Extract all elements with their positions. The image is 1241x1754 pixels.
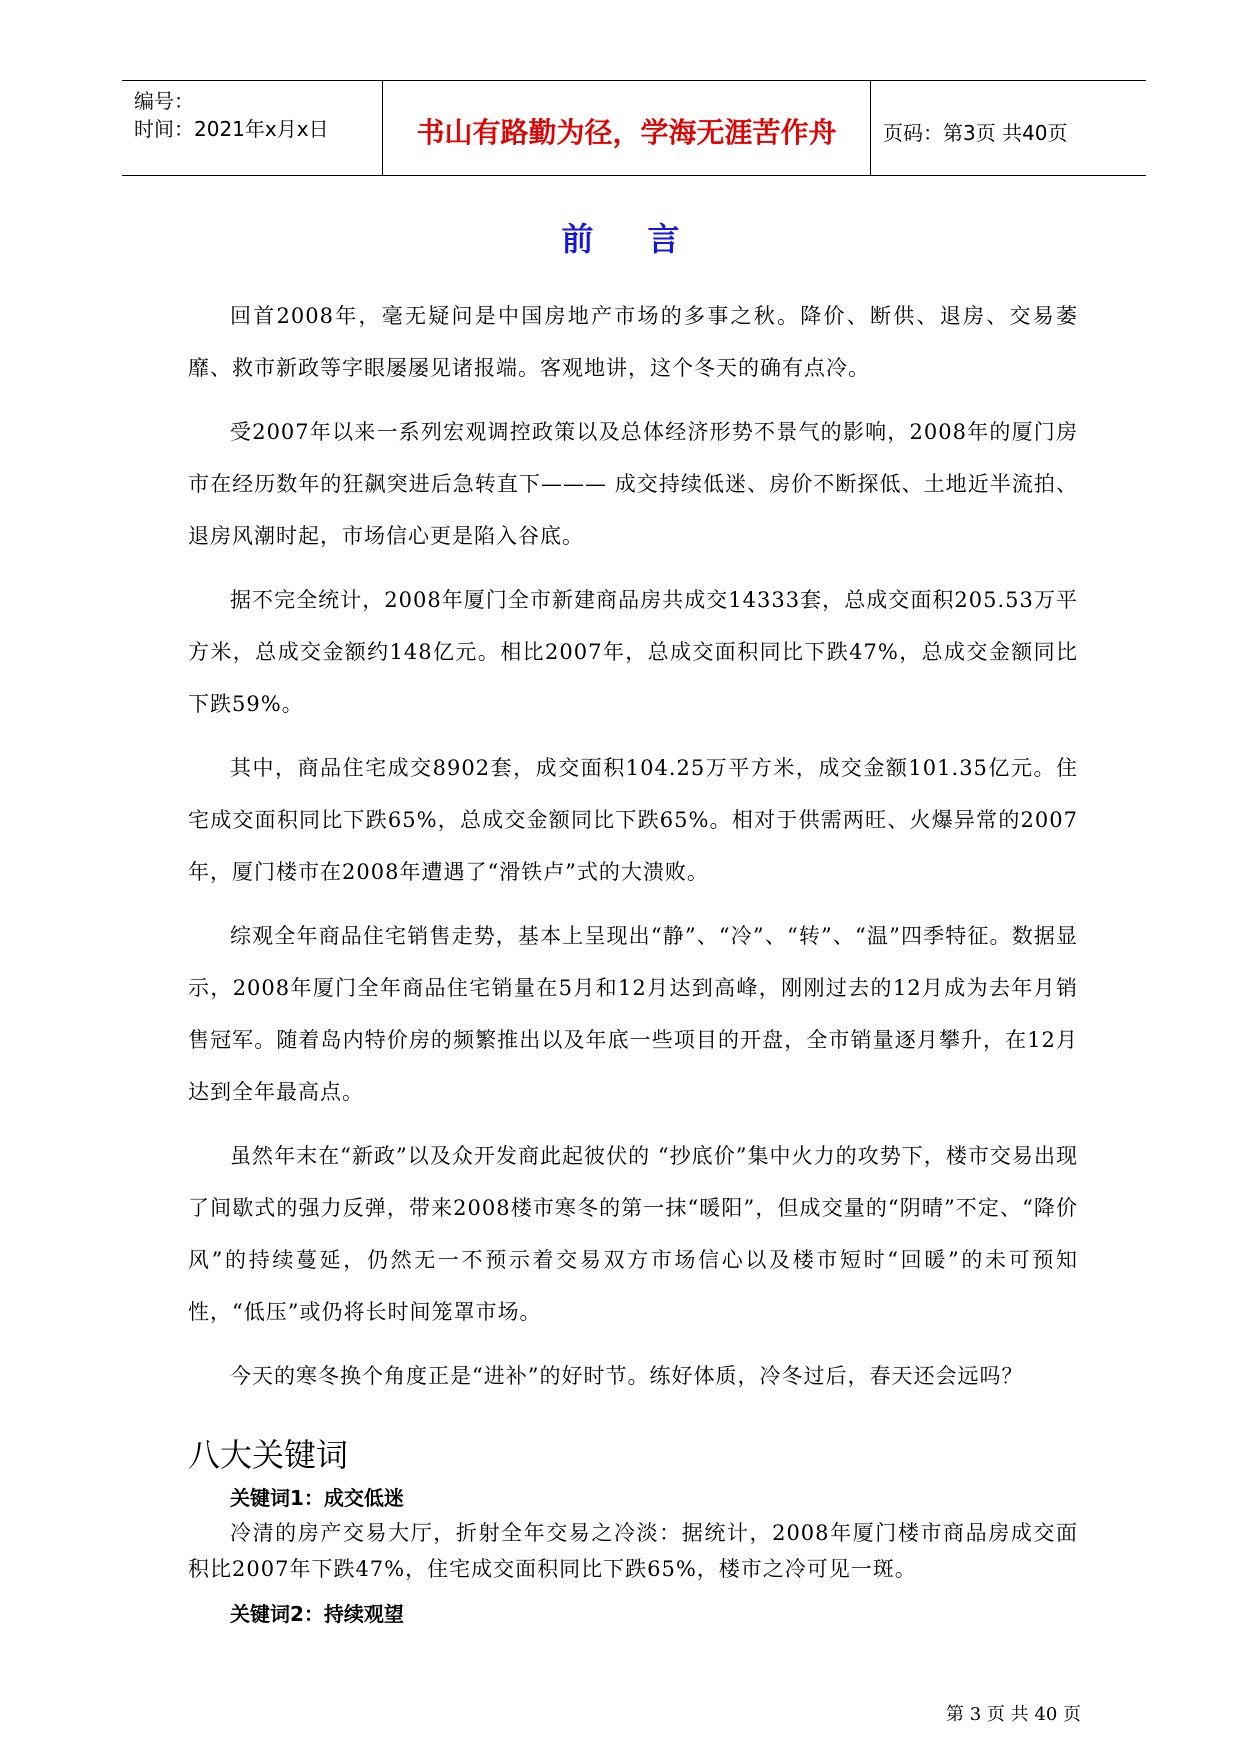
paragraph: 受2007年以来一系列宏观调控政策以及总体经济形势不景气的影响，2008年的厦门房市在经历数年的狂飙突进后急转直下——— 成交持续低迷、房价不断探低、土地近半流拍、退房风潮时起，市场信心更是陷入谷底。 — [188, 420, 1079, 548]
header-motto: 书山有路勤为径，学海无涯苦作舟 — [416, 116, 837, 149]
keyword-2-heading: 关键词2：持续观望 — [230, 1602, 404, 1626]
header-middle-cell — [382, 81, 871, 175]
page-header — [122, 80, 1146, 176]
keyword-1-text: 冷清的房产交易大厅，折射全年交易之冷淡：据统计，2008年厦门楼市商品房成交面积比2007年下跌47%，住宅成交面积同比下跌65%，楼市之冷可见一斑。 — [188, 1521, 1078, 1581]
paragraph: 据不完全统计，2008年厦门全市新建商品房共成交14333套，总成交面积205.53万平方米，总成交金额约148亿元。相比2007年，总成交面积同比下跌47%，总成交金额同比下跌59%。 — [188, 588, 1078, 716]
page-title: 前言 — [561, 220, 734, 258]
keyword-1-heading: 关键词1：成交低迷 — [230, 1486, 404, 1510]
page-footer: 第 3 页 共 40 页 — [946, 1704, 1081, 1725]
section-heading: 八大关键词 — [188, 1436, 349, 1474]
header-page-info: 页码：第3页 共40页 — [883, 121, 1068, 145]
header-left-cell — [122, 81, 382, 175]
document-number-label: 编号： — [134, 89, 194, 113]
paragraph: 今天的寒冬换个角度正是“进补”的好时节。练好体质，冷冬过后，春天还会远吗？ — [230, 1364, 1024, 1388]
paragraph: 回首2008年，毫无疑问是中国房地产市场的多事之秋。降价、断供、退房、交易萎靡、救市新政等字眼屡屡见诸报端。客观地讲，这个冬天的确有点冷。 — [188, 304, 1078, 380]
header-right-cell — [871, 81, 1146, 175]
paragraph: 虽然年末在“新政”以及众开发商此起彼伏的 “抄底价”集中火力的攻势下，楼市交易出现了间歇式的强力反弹，带来2008楼市寒冬的第一抹“暖阳”，但成交量的“阴晴”不定、“降价风”的持续蔓延，仍然无一不预示着交易双方市场信心以及楼市短时“回暖”的未可预知性，“低压”或仍将长时间笼罩市场。 — [188, 1144, 1078, 1324]
preface-body — [188, 290, 1078, 1414]
paragraph: 其中，商品住宅成交8902套，成交面积104.25万平方米，成交金额101.35亿元。住宅成交面积同比下跌65%，总成交金额同比下跌65%。相对于供需两旺、火爆异常的2007年，厦门楼市在2008年遭遇了“滑铁卢”式的大溃败。 — [188, 756, 1078, 884]
document-time-label: 时间：2021年x月x日 — [134, 117, 329, 141]
paragraph: 综观全年商品住宅销售走势，基本上呈现出“静”、“冷”、“转”、“温”四季特征。数据显示，2008年厦门全年商品住宅销量在5月和12月达到高峰，刚刚过去的12月成为去年月销售冠军。随着岛内特价房的频繁推出以及年底一些项目的开盘，全市销量逐月攀升，在12月达到全年最高点。 — [188, 924, 1078, 1104]
